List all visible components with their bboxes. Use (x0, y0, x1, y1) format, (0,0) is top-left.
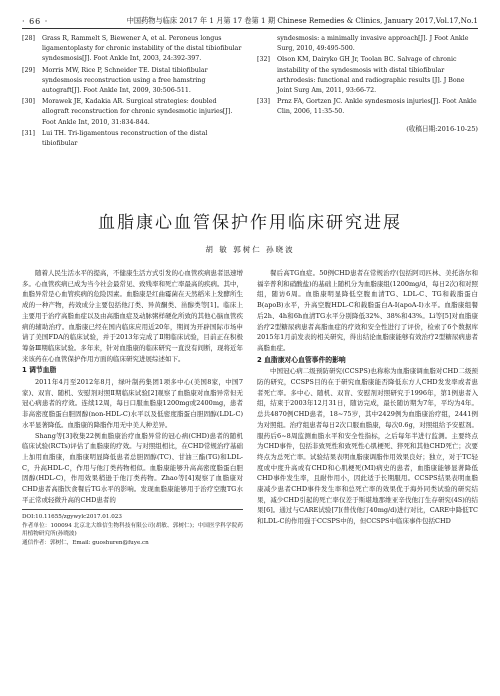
received-date: (收稿日期:2016-10-25) (406, 124, 478, 133)
page-number: · 66 · (22, 17, 49, 26)
corresponding-author: 通信作者：郭树仁，Email: guoshuren@fuye.cn (22, 539, 149, 546)
reference-item: [29] Morris MW, Rice P, Schneider TE. Distal tibiofibular syndesmosis reconstruction using a free hamstring autograft[J]. Foot Ankle Int, 2009, 30:506-511. (22, 66, 208, 95)
author-affiliation: 作者单位：100094 北京北大维信生物科技有限公司(胡敏、郭树仁)；中国医学科学院药用植物研究所(孙晓波) (22, 522, 243, 538)
body-paragraph: Shang等[3]收集22例血脂康治疗血脂异常的冠心病(CHD)患者的随机临床试验(RCTs)评估了血脂康的疗效。与对照组相比，在CHD常规治疗基础上加用血脂康，血脂康明显降低患者总胆固醇(TC)、甘油三酯(TG)和LDL-C，升高HDL-C，作用与他汀类药物相似。血脂康能够升高高密度脂蛋白胆固醇(HDL-C)，作用效果稍逊于他汀类药物。Zhao等[4]观察了血脂康对CHD患者高脂饮食餐后TG水平的影响。发现血脂康能够用于治疗空腹TG水平正常或轻微升高的CHD患者的 (22, 431, 243, 504)
body-column-right (257, 268, 478, 688)
reference-column-left (22, 34, 243, 184)
reference-list (22, 34, 478, 184)
reference-column-right (257, 34, 478, 184)
journal-info: 中国药物与临床 2017 年 1 月第 17 卷第 1 期 Chinese Remedies & Clinics, January 2017,Vol.17,No.1 (126, 16, 478, 25)
doi: DOI:10.11655/zgywylc2017.01.023 (22, 514, 122, 521)
body-paragraph: 2011年4月至2012年8月，绿叶制药集团1项多中心(美国8家，中国7家)、双盲、随机、安慰剂对照Ⅱ期临床试验[2]观察了血脂康对血脂异常但无冠心病患者的疗效。连续12周，每日口服血脂康1200mg或2400mg，患者非高密度脂蛋白胆固醇(non-HDL-C)水平以及低密度脂蛋白胆固醇(LDL-C)水平显著降低。血脂康的降脂作用无中美人种差异。 (22, 378, 243, 429)
body-paragraph: 餐后高TG血症。50例CHD患者在常规治疗(包括阿司匹林、美托洛尔和福辛普利和硝酸盐)的基础上随机分为血脂康组(1200mg/d，每日2次)和对照组，随访6周。血脂康明显降低空腹血清TG、LDL-C、TG和载脂蛋白B(apoB)水平，升高空腹HDL-C和载脂蛋白A-I(apoA-I)水平。血脂康组餐后2h、4h和6h血清TG水平分别降低32%、38%和43%。Li等[5]对血脂康治疗2型糖尿病患者高脂血症的疗效和安全性进行了评价，检索了6个数据库2015年1月前发表的相关研究，得出结论血脂康能够有效治疗2型糖尿病患者高脂血症。 (257, 269, 478, 352)
reference-item: [32] Olson KM, Dairyko GH Jr, Toolan BC. Salvage of chronic instability of the syndesmosis with distal tibiofibular arthrodesis: functional and radiographic results [J]. J Bone Joint Surg Am, 2011, 93:66-72. (257, 56, 465, 95)
section-heading: 1 调节血脂 (22, 366, 57, 375)
page-header (22, 8, 478, 29)
body-column-left (22, 268, 243, 688)
reference-item: [33] Prnz FA, Gortzen JC. Ankle syndesmosis injuries[J]. Foot Ankle Clin, 2006, 11:35-50. (257, 98, 477, 116)
author-list: 胡 敏 郭树仁 孙晓波 (205, 245, 295, 254)
reference-item: [31] Lui TH. Tri-ligamentous reconstruction of the distal tibiofibular (22, 129, 208, 148)
reference-item: syndesmosis: a minimally invasive approach[J]. J Foot Ankle Surg, 2010, 49:495-500. (277, 35, 469, 53)
section-heading: 2 血脂康对心血管事件的影响 (257, 355, 346, 364)
article-title: 血脂康心血管保护作用临床研究进展 (98, 213, 402, 233)
intro-paragraph: 随着人民生活水平的提高，不健康生活方式引发的心血管疾病患者迅速增多。心血管疾病已成为当今社会最常见、致残率和死亡率最高的疾病。其中，血脂异常是心血管疾病的危险因素。血脂康是红曲霉菌在天然稻米上发酵所生成的一种产物，药效成分主要包括他汀类、异黄酮类、甾醇类等[1]。临床上主要用于治疗高脂血症以及由高脂血症及动脉粥样硬化所致的其他心脑血管疾病的辅助治疗。血脂康已经在国内临床应用近20年，期间为开辟国际市场申请了美国FDA的临床试验，并于2013年完成了Ⅱ期临床试验，目前正在积极筹备Ⅲ期临床试验。多年来，针对血脂康的临床研究一直没有间断，现将近年来该药在心血管保护作用方面的临床研究进展综述如下。 (22, 269, 243, 363)
body-paragraph: 中国冠心病二级预防研究(CCSPS)也称称为血脂康调血脂对CHD二级预防的研究，CCSPS目的在于研究血脂康能否降低东方人CHD发发率或者患者死亡率。多中心、随机、双盲、安慰剂对照研究于1996年，第1例患者入组，结束于2003年12月31日，随访完成，最长随访期为7年，平均为4年。总共4870例CHD患者，18~75岁，其中2429例为血脂康治疗组，2441例为对照组。治疗组患者每日2次口服血脂康，每次0.6g，对照组给予安慰剂。服药后6~8周监测血脂水平和安全性指标，之后每年半进行监测。主要终点为CHD事件，包括非致死性和致死性心肌梗死、猝死和其他CHD死亡；次要终点为总死亡率。试验结果表明血脂康调脂作用效果良好；独立，对于TC轻度或中度升高或有CHD和心肌梗死(MI)病史的患者，血脂康能够显著降低CHD事件发生率，且耐作用小，因此适于长期服用。CCSPS结果表明血脂康减少患者CHD事件发生率和总死亡率的效果优于海外同类试验的研究结果，减少CHD引起的死亡率仅差于斯堪地那维亚辛伐他汀生存研究(4S)的结果[6]。通过与CARE试验[7](普伐他汀40mg/d)进行对比，CARE中降低TC和LDL-C的作用强于CCSPS中的，但CCSPS中临床事件包括CHD (257, 367, 478, 526)
reference-item: [28] Grass R, Rammelt S, Biewener A, et al. Peroneus longus ligamentoplasty for chronic instability of the distal tibiofibular syndesmosis[J]. Foot Ankle Int, 2003, 24:392-397. (22, 35, 242, 63)
footnote (22, 509, 243, 547)
reference-item: [30] Morawek JE, Kadakia AR. Surgical strategies: doubled allograft reconstruction for chronic syndesmotic injuries[J]. Foot Ankle Int, 2010, 31:834-844. (22, 98, 233, 126)
article-body (22, 268, 478, 688)
